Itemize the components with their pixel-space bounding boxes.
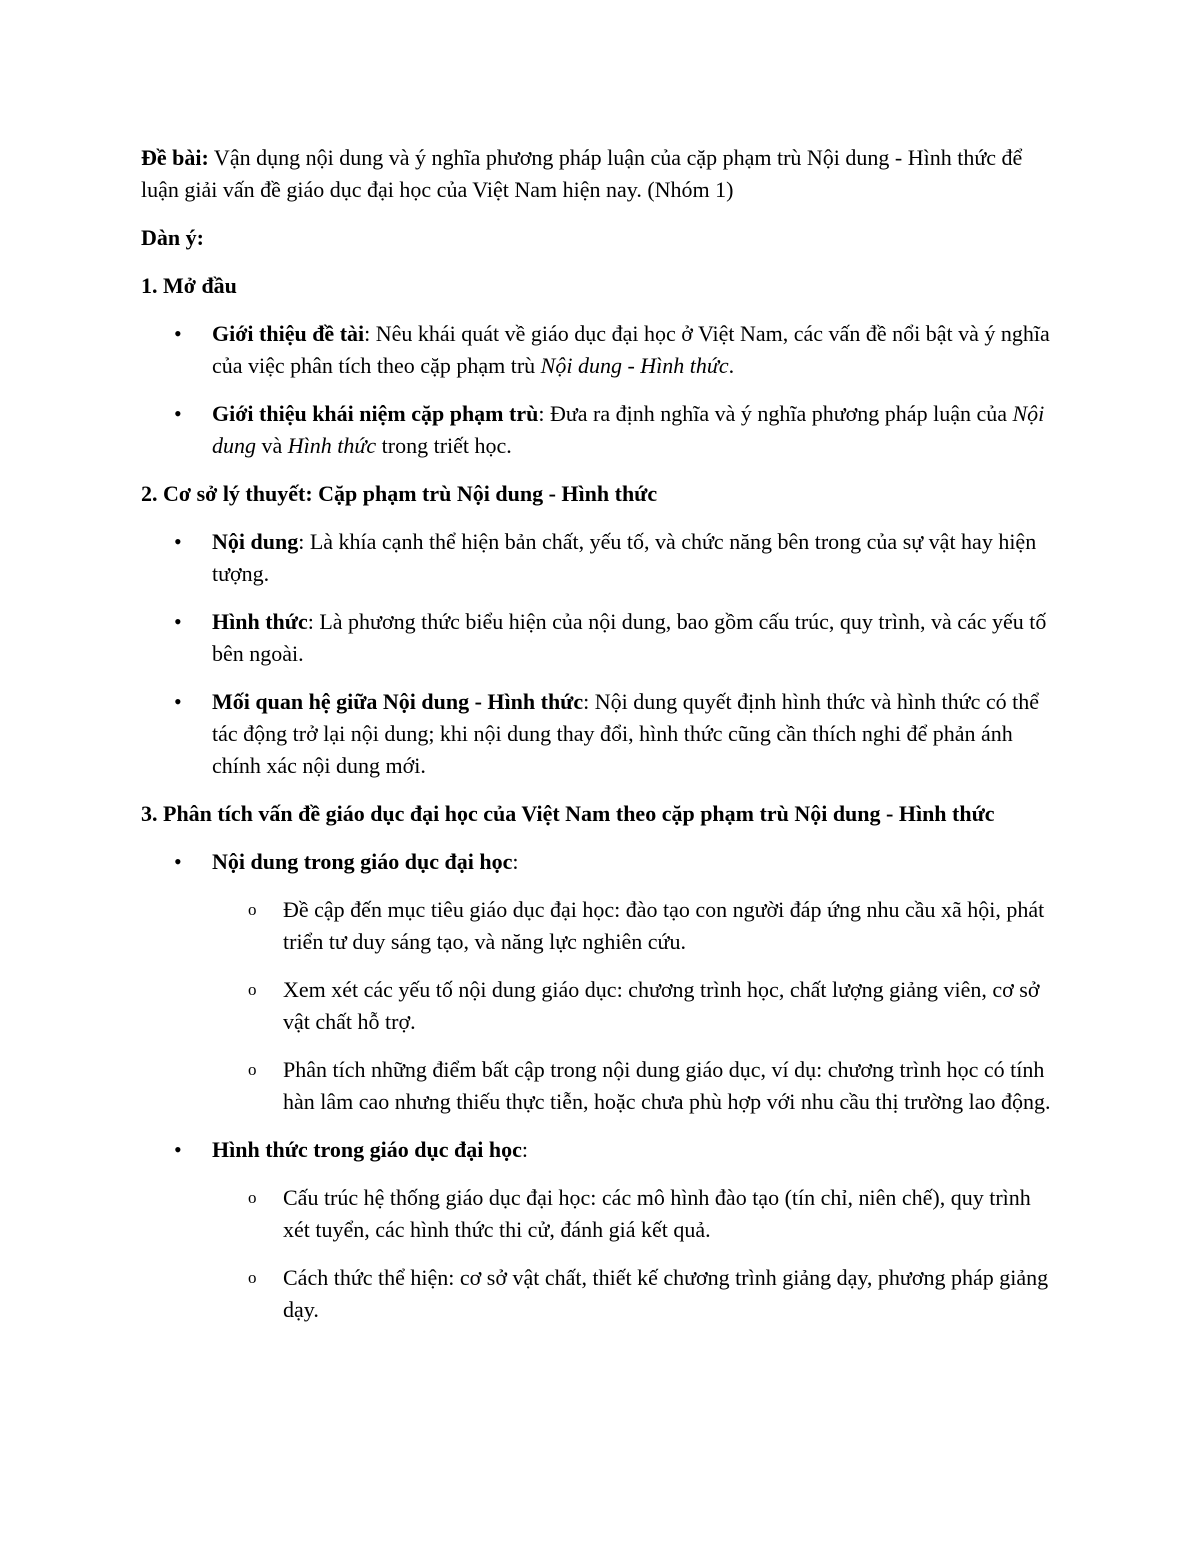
item-italic: Nội dung - Hình thức	[540, 353, 729, 378]
sub-list-item	[212, 1182, 1061, 1246]
sub-item-text: Cấu trúc hệ thống giáo dục đại học: các mô hình đào tạo (tín chỉ, niên chế), quy trình xét tuyển, các hình thức thi cử, đánh giá kết quả.	[283, 1185, 1031, 1242]
item-mid: và	[256, 433, 288, 458]
list-item	[141, 318, 1061, 382]
item-label: Nội dung trong giáo dục đại học	[212, 849, 513, 874]
list-item	[141, 398, 1061, 462]
bullet-icon: •	[174, 401, 182, 426]
sub-list	[212, 894, 1061, 1118]
sub-list-item	[212, 974, 1061, 1038]
bullet-icon: •	[174, 849, 182, 874]
circle-bullet-icon: o	[248, 980, 257, 999]
section-3-heading: 3. Phân tích vấn đề giáo dục đại học của Việt Nam theo cặp phạm trù Nội dung - Hình thức	[141, 801, 995, 826]
section-3-list	[141, 846, 1061, 1326]
item-italic: Hình thức	[287, 433, 377, 458]
list-item	[141, 606, 1061, 670]
item-text: : Là khía cạnh thể hiện bản chất, yếu tố, và chức năng bên trong của sự vật hay hiện tượng.	[212, 529, 1037, 586]
item-end: trong triết học.	[376, 433, 512, 458]
item-text: : Là phương thức biểu hiện của nội dung, bao gồm cấu trúc, quy trình, và các yếu tố bên ngoài.	[212, 609, 1047, 666]
circle-bullet-icon: o	[248, 1060, 257, 1079]
item-label: Hình thức	[212, 609, 308, 634]
section-2-heading: 2. Cơ sở lý thuyết: Cặp phạm trù Nội dung - Hình thức	[141, 481, 658, 506]
outline-label: Dàn ý:	[141, 225, 204, 250]
sub-item-text: Đề cập đến mục tiêu giáo dục đại học: đào tạo con người đáp ứng nhu cầu xã hội, phát triển tư duy sáng tạo, và năng lực nghiên cứu.	[283, 897, 1045, 954]
item-text: :	[512, 849, 519, 874]
circle-bullet-icon: o	[248, 900, 257, 919]
bullet-icon: •	[174, 609, 182, 634]
section-1-heading: 1. Mở đầu	[141, 273, 237, 298]
sub-list-item	[212, 1262, 1061, 1326]
sub-list	[212, 1182, 1061, 1326]
section-2-list	[141, 526, 1061, 782]
prompt-label: Đề bài:	[141, 145, 209, 170]
item-label: Hình thức trong giáo dục đại học	[212, 1137, 522, 1162]
item-label: Giới thiệu khái niệm cặp phạm trù	[212, 401, 539, 426]
bullet-icon: •	[174, 529, 182, 554]
sub-item-text: Phân tích những điểm bất cập trong nội dung giáo dục, ví dụ: chương trình học có tính hàn lâm cao nhưng thiếu thực tiễn, hoặc chưa phù hợp với nhu cầu thị trường lao động.	[283, 1057, 1051, 1114]
circle-bullet-icon: o	[248, 1268, 257, 1287]
bullet-icon: •	[174, 1137, 182, 1162]
circle-bullet-icon: o	[248, 1188, 257, 1207]
section-1-list	[141, 318, 1061, 462]
item-label: Nội dung	[212, 529, 299, 554]
item-text: : Nội dung quyết định hình thức và hình thức có thể tác động trở lại nội dung; khi nội dung thay đổi, hình thức cũng cần thích nghi để phản ánh chính xác nội dung mới.	[212, 689, 1039, 778]
item-italic: Nội dung	[212, 401, 1045, 458]
list-item	[141, 846, 1061, 1118]
list-item	[141, 686, 1061, 782]
sub-item-text: Xem xét các yếu tố nội dung giáo dục: chương trình học, chất lượng giảng viên, cơ sở vật chất hỗ trợ.	[283, 977, 1040, 1034]
assignment-prompt	[141, 142, 1061, 206]
item-label: Giới thiệu đề tài	[212, 321, 365, 346]
item-end: .	[728, 353, 735, 378]
bullet-icon: •	[174, 689, 182, 714]
list-item	[141, 1134, 1061, 1326]
sub-list-item	[212, 1054, 1061, 1118]
item-text: : Đưa ra định nghĩa và ý nghĩa phương pháp luận của	[538, 401, 1013, 426]
sub-item-text: Cách thức thể hiện: cơ sở vật chất, thiết kế chương trình giảng dạy, phương pháp giảng dạy.	[283, 1265, 1049, 1322]
sub-list-item	[212, 894, 1061, 958]
bullet-icon: •	[174, 321, 182, 346]
item-text: :	[521, 1137, 528, 1162]
item-text: : Nêu khái quát về giáo dục đại học ở Việt Nam, các vấn đề nổi bật và ý nghĩa của việc phân tích theo cặp phạm trù	[212, 321, 1050, 378]
prompt-text: Vận dụng nội dung và ý nghĩa phương pháp luận của cặp phạm trù Nội dung - Hình thức để luận giải vấn đề giáo dục đại học của Việt Nam hiện nay. (Nhóm 1)	[141, 145, 1023, 202]
item-label: Mối quan hệ giữa Nội dung - Hình thức	[212, 689, 584, 714]
list-item	[141, 526, 1061, 590]
document-page	[141, 142, 1061, 1342]
